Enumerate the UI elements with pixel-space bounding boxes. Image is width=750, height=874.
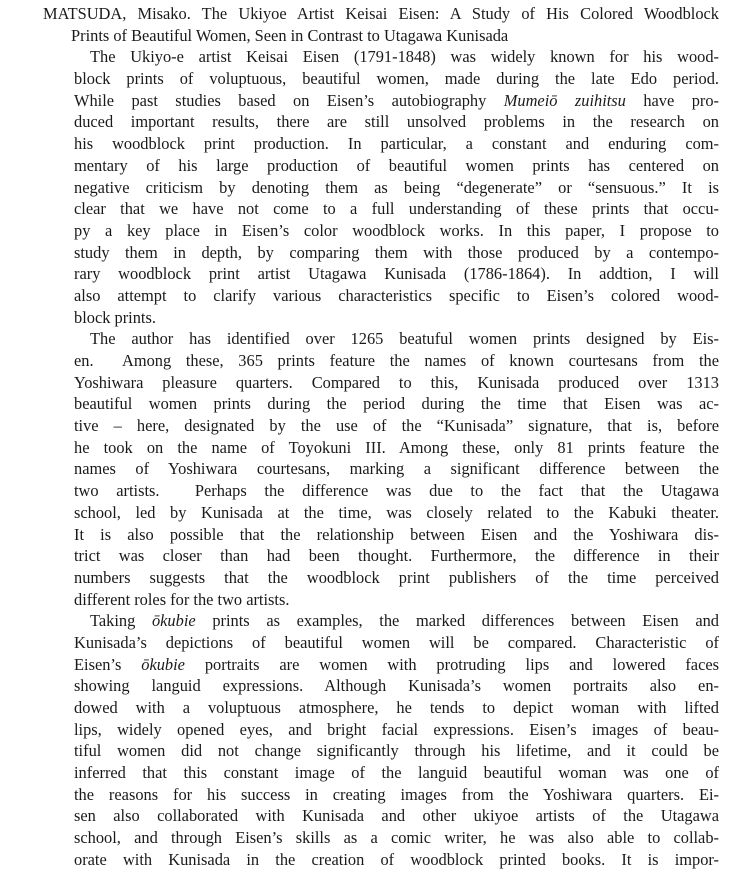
paragraph-2-line: two artists. Perhaps the difference was due to the fact that the Utagawa — [74, 481, 719, 501]
paragraph-1-line: negative criticism by denoting them as being “degenerate” or “sensuous.” It is — [74, 177, 719, 197]
paragraph-1-line: The Ukiyo-e artist Keisai Eisen (1791-1848) was widely known for his wood- — [90, 47, 719, 67]
paragraph-1-line: study them in depth, by comparing them with those produced by a contempo- — [74, 242, 719, 262]
paragraph-3-line: dowed with a voluptuous atmosphere, he tends to depict woman with lifted — [74, 698, 719, 717]
article-heading-line-2: Prints of Beautiful Women, Seen in Contrast to Utagawa Kunisada — [71, 25, 509, 45]
paragraph-2-line: he took on the name of Toyokuni III. Among these, only 81 prints feature the — [74, 437, 719, 457]
paragraph-3-line: orate with Kunisada in the creation of woodblock printed books. It is impor- — [74, 849, 719, 869]
paragraph-1-line: While past studies based on Eisen’s autobiography Mumeiō zuihitsu have pro- — [74, 90, 719, 110]
paragraph-1-line: mentary of his large production of beautiful women prints has centered on — [74, 155, 719, 175]
paragraph-1-line: clear that we have not come to a full understanding of these prints that occu- — [74, 199, 719, 219]
paragraph-2-line: Yoshiwara pleasure quarters. Compared to this, Kunisada produced over 1313 — [74, 372, 719, 392]
paragraph-1-line: his woodblock print production. In particular, a constant and enduring com- — [74, 134, 719, 154]
paragraph-1-line: duced important results, there are still unsolved problems in the research on — [74, 112, 719, 132]
paragraph-3-line: Eisen’s ōkubie portraits are women with protruding lips and lowered faces — [74, 654, 719, 674]
paragraph-3-line: sen also collaborated with Kunisada and other ukiyoe artists of the Utagawa — [74, 806, 719, 826]
paragraph-2-line: school, led by Kunisada at the time, was closely related to the Kabuki theater. — [74, 502, 719, 522]
paragraph-3-line: lips, widely opened eyes, and bright facial expressions. Eisen’s images of beau- — [74, 719, 719, 739]
paragraph-1-line: block prints. — [74, 307, 156, 327]
paragraph-3-line: school, and through Eisen’s skills as a comic writer, he was also able to collab- — [74, 828, 719, 848]
paragraph-3-line: the reasons for his success in creating images from the Yoshiwara quarters. Ei- — [74, 784, 719, 804]
italic-title: Mumeiō zuihitsu — [503, 90, 626, 110]
document-page — [43, 3, 719, 871]
paragraph-3-line: tiful women did not change significantly through his lifetime, and it could be — [74, 741, 719, 761]
paragraph-2-line: names of Yoshiwara courtesans, marking a significant difference between the — [74, 459, 719, 479]
paragraph-3-line: showing languid expressions. Although Kunisada’s women portraits also en- — [74, 676, 719, 696]
italic-term: ōkubie — [151, 611, 196, 631]
italic-term: ōkubie — [141, 654, 185, 674]
paragraph-1-line: py a key place in Eisen’s color woodblock works. In this paper, I propose to — [74, 220, 719, 240]
paragraph-1-line: block prints of voluptuous, beautiful women, made during the late Edo period. — [74, 69, 719, 89]
paragraph-1-line: rary woodblock print artist Utagawa Kunisada (1786-1864). In addtion, I will — [74, 264, 719, 284]
paragraph-3-line: Kunisada’s depictions of beautiful women will be compared. Characteristic of — [74, 632, 719, 652]
paragraph-1-line: also attempt to clarify various characteristics specific to Eisen’s colored wood- — [74, 285, 719, 305]
paragraph-2-line: tive – here, designated by the use of the “Kunisada” signature, that is, before — [74, 416, 719, 436]
paragraph-3-line: inferred that this constant image of the languid beautiful woman was one of — [74, 763, 719, 783]
paragraph-2-line: different roles for the two artists. — [74, 589, 290, 609]
paragraph-2-line: The author has identified over 1265 beatuful women prints designed by Eis- — [90, 329, 719, 349]
paragraph-2-line: It is also possible that the relationship between Eisen and the Yoshiwara dis- — [74, 524, 719, 544]
paragraph-2-line: numbers suggests that the woodblock print publishers of the time perceived — [74, 567, 719, 587]
paragraph-2-line: beautiful women prints during the period during the time that Eisen was ac- — [74, 394, 719, 414]
paragraph-2-line: en. Among these, 365 prints feature the names of known courtesans from the — [74, 351, 719, 370]
paragraph-3-line: Taking ōkubie prints as examples, the marked differences between Eisen and — [90, 611, 719, 631]
paragraph-2-line: trict was closer than had been thought. Furthermore, the difference in their — [74, 546, 719, 566]
article-heading-line-1: MATSUDA, Misako. The Ukiyoe Artist Keisai Eisen: A Study of His Colored Woodblock — [43, 4, 719, 23]
